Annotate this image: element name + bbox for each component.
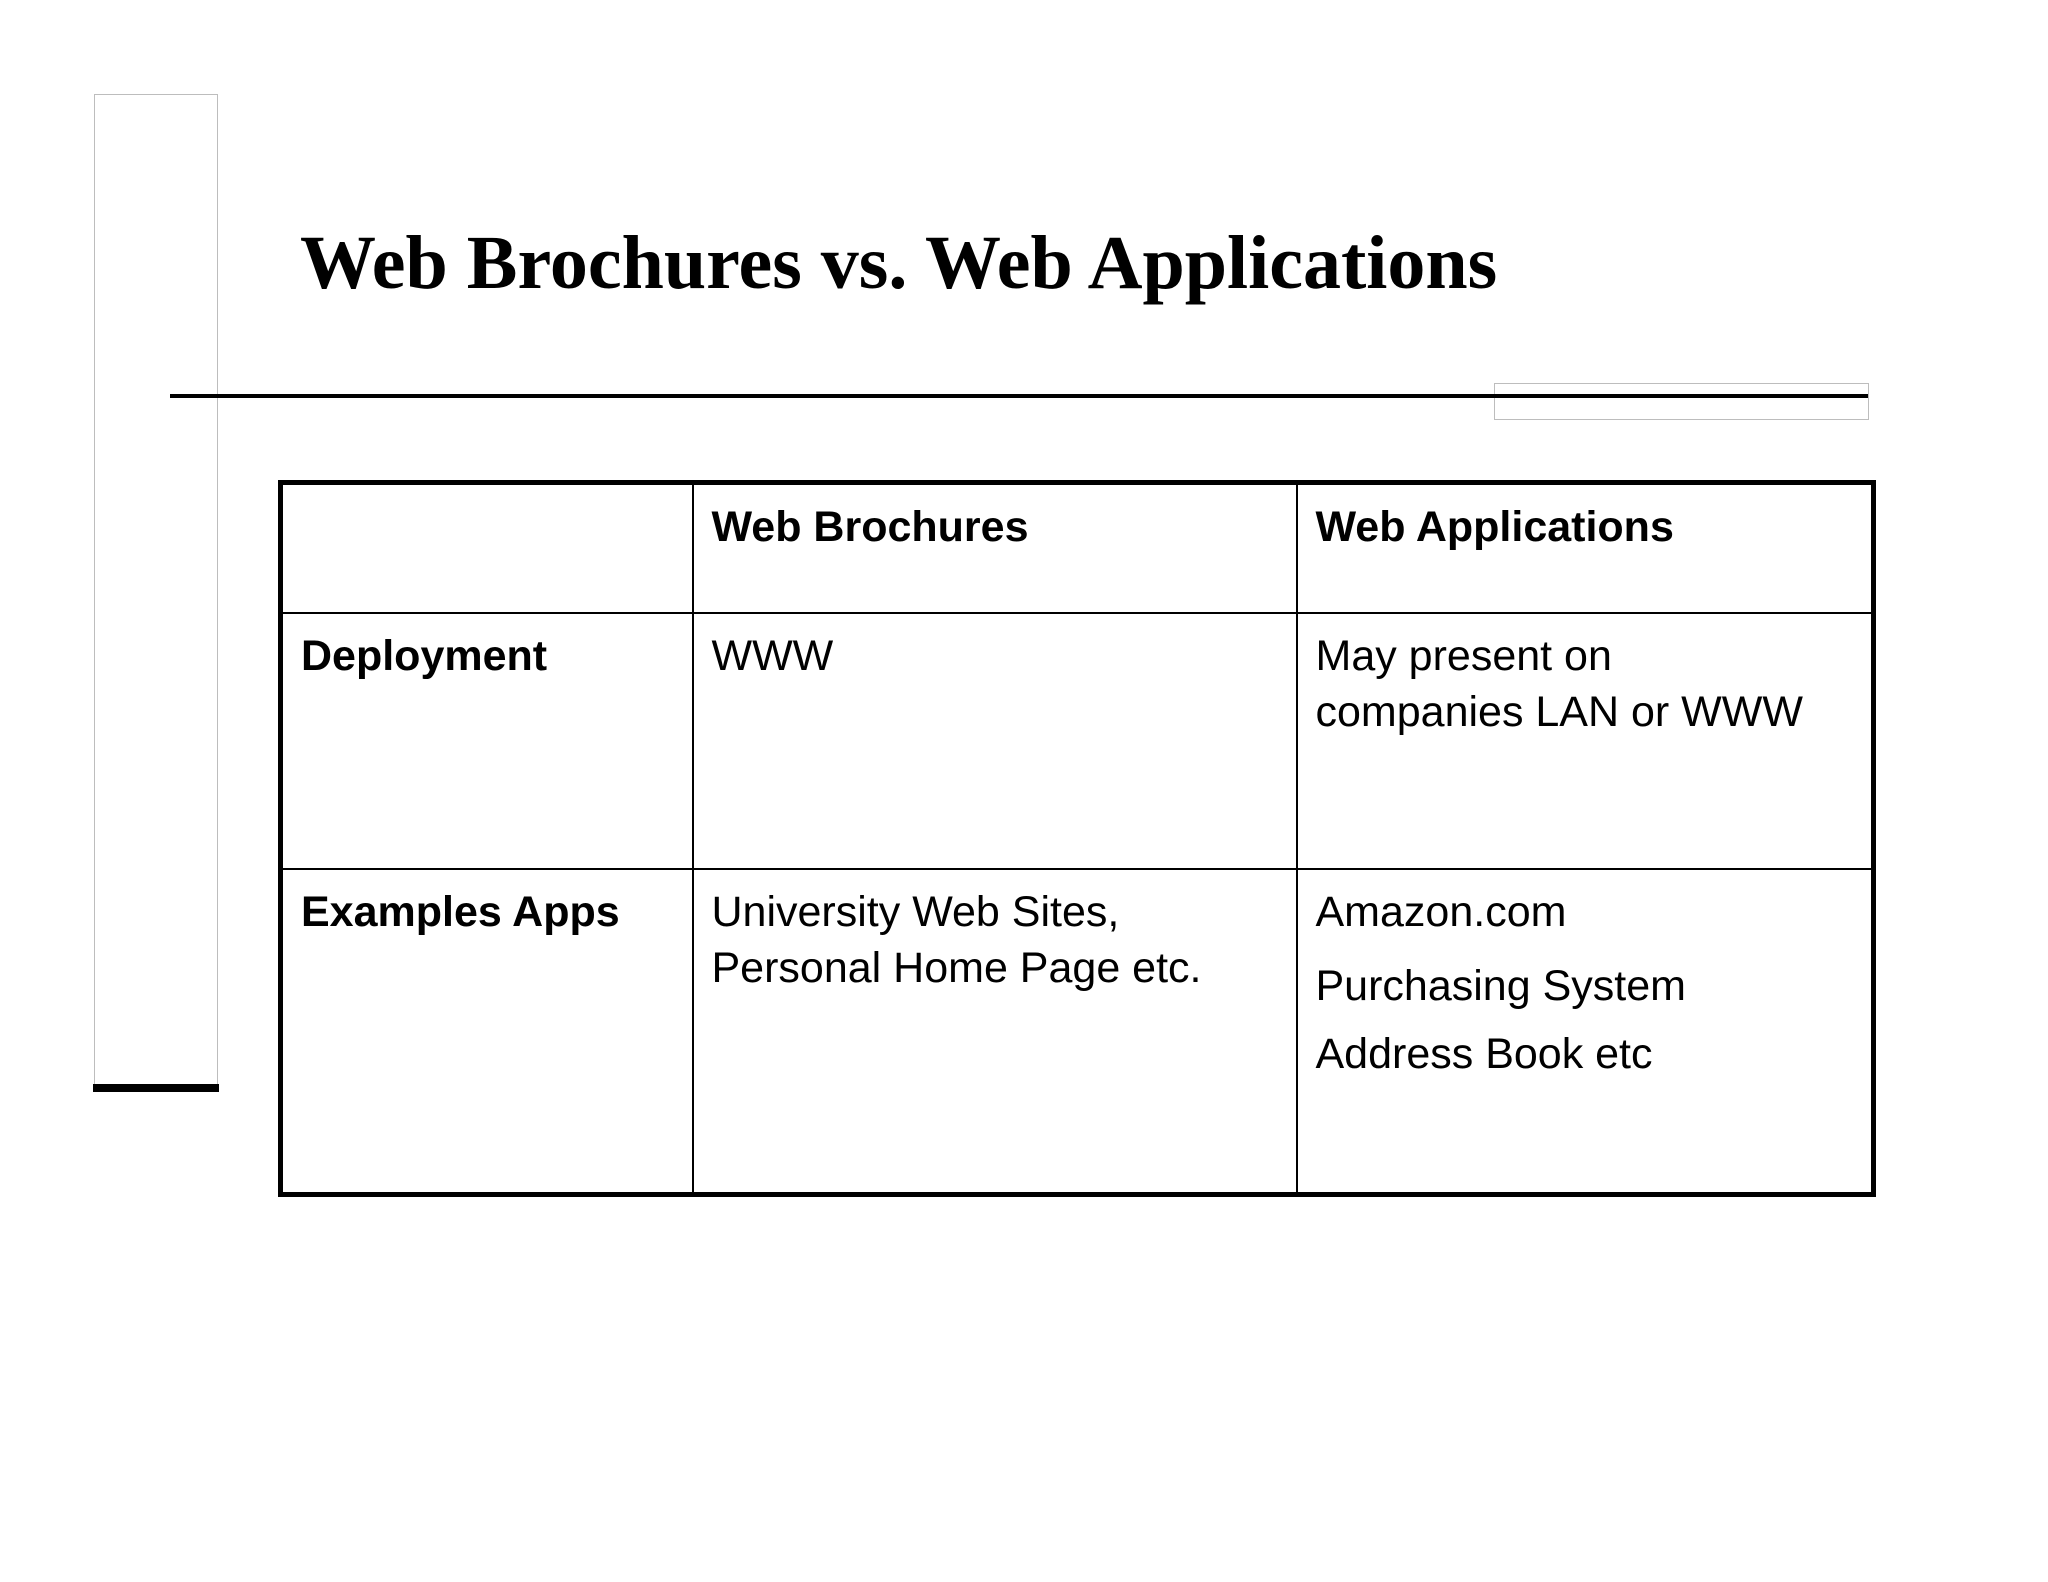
example-app-item: Amazon.com bbox=[1315, 887, 1567, 936]
comparison-table bbox=[278, 480, 1876, 1197]
table-row-deployment bbox=[281, 613, 1874, 869]
cell-text-line: WWW bbox=[711, 631, 834, 680]
cell-deployment-applications bbox=[1297, 613, 1874, 869]
cell-text-line: companies LAN or WWW bbox=[1315, 687, 1803, 736]
cell-deployment-brochures bbox=[693, 613, 1297, 869]
table-row-examples bbox=[281, 869, 1874, 1195]
cell-text-line: University Web Sites, bbox=[711, 887, 1120, 936]
cell-text-line: May present on bbox=[1315, 631, 1612, 680]
decorative-vertical-frame bbox=[94, 94, 218, 1090]
title-underline bbox=[170, 394, 1868, 398]
decorative-vertical-bar bbox=[93, 1084, 219, 1092]
row-label-deployment: Deployment bbox=[281, 613, 693, 869]
cell-examples-brochures bbox=[693, 869, 1297, 1195]
slide-title: Web Brochures vs. Web Applications bbox=[300, 221, 1498, 305]
row-label-examples-apps: Examples Apps bbox=[281, 869, 693, 1195]
table-corner-cell bbox=[281, 483, 693, 613]
column-header-web-brochures: Web Brochures bbox=[693, 483, 1297, 613]
decorative-horizontal-frame bbox=[1494, 383, 1869, 420]
example-app-item: Purchasing System bbox=[1315, 961, 1686, 1010]
cell-examples-applications bbox=[1297, 869, 1874, 1195]
table-header-row bbox=[281, 483, 1874, 613]
cell-text-line: Personal Home Page etc. bbox=[711, 943, 1202, 992]
column-header-web-applications: Web Applications bbox=[1297, 483, 1874, 613]
example-app-item: Address Book etc bbox=[1315, 1029, 1653, 1078]
